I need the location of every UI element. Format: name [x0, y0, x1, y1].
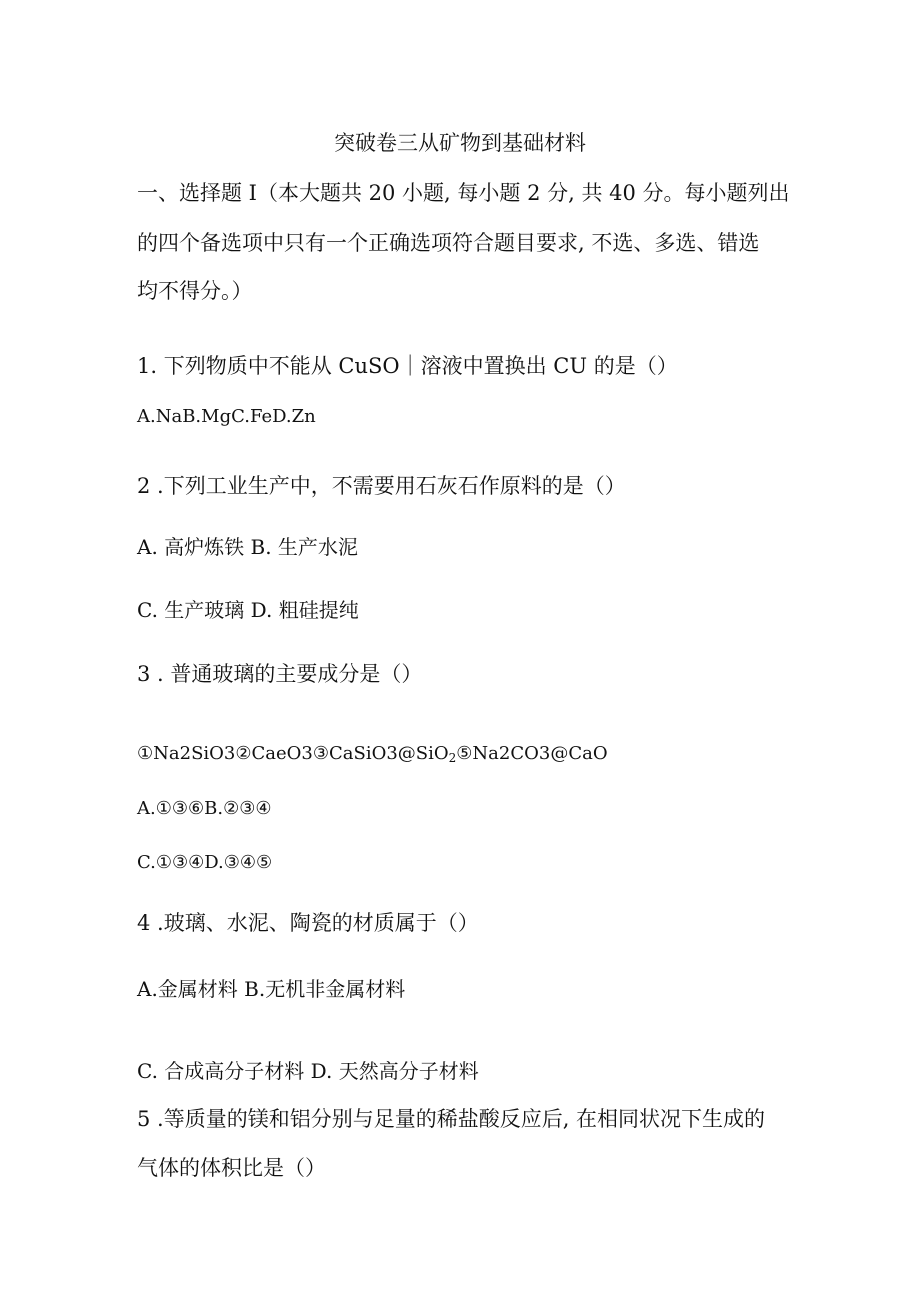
question-4-stem: 4 .玻璃、水泥、陶瓷的材质属于（）	[137, 911, 479, 935]
question-3-options-cd: C.①③④D.③④⑤	[137, 852, 273, 873]
question-4-options-cd: C. 合成高分子材料 D. 天然高分子材料	[137, 1059, 479, 1083]
section-instructions-line-2: 的四个备选项中只有一个正确选项符合题目要求, 不选、多选、错选	[137, 231, 760, 255]
question-3-options-ab: A.①③⑥B.②③④	[137, 798, 272, 819]
section-instructions-line-1: 一、选择题 I（本大题共 20 小题, 每小题 2 分, 共 40 分。每小题列出	[137, 181, 790, 205]
question-4-options-ab: A.金属材料 B.无机非金属材料	[137, 977, 406, 1001]
question-1-stem: 1. 下列物质中不能从 CuSO｜溶液中置换出 CU 的是（）	[137, 354, 678, 378]
question-3-items	[137, 743, 608, 765]
question-5-stem-line-1: 5 .等质量的镁和铝分别与足量的稀盐酸反应后, 在相同状况下生成的	[137, 1107, 766, 1131]
question-3-items-subscript: 2	[448, 751, 457, 765]
question-3-stem: 3 . 普通玻璃的主要成分是（）	[137, 662, 423, 686]
page-title: 突破卷三从矿物到基础材料	[334, 131, 586, 155]
section-instructions-line-3: 均不得分。）	[137, 279, 253, 303]
question-2-options-ab: A. 高炉炼铁 B. 生产水泥	[137, 535, 358, 559]
question-2-options-cd: C. 生产玻璃 D. 粗硅提纯	[137, 598, 359, 622]
question-1-options: A.NaB.MgC.FeD.Zn	[137, 406, 316, 427]
question-2-stem: 2 .下列工业生产中，不需要用石灰石作原料的是（）	[137, 474, 626, 498]
question-3-items-part-b: ⑤Na2CO3@CaO	[456, 743, 608, 764]
question-3-items-part-a: ①Na2SiO3②CaeO3③CaSiO3@SiO	[137, 743, 449, 764]
question-5-stem-line-2: 气体的体积比是（）	[137, 1156, 326, 1180]
